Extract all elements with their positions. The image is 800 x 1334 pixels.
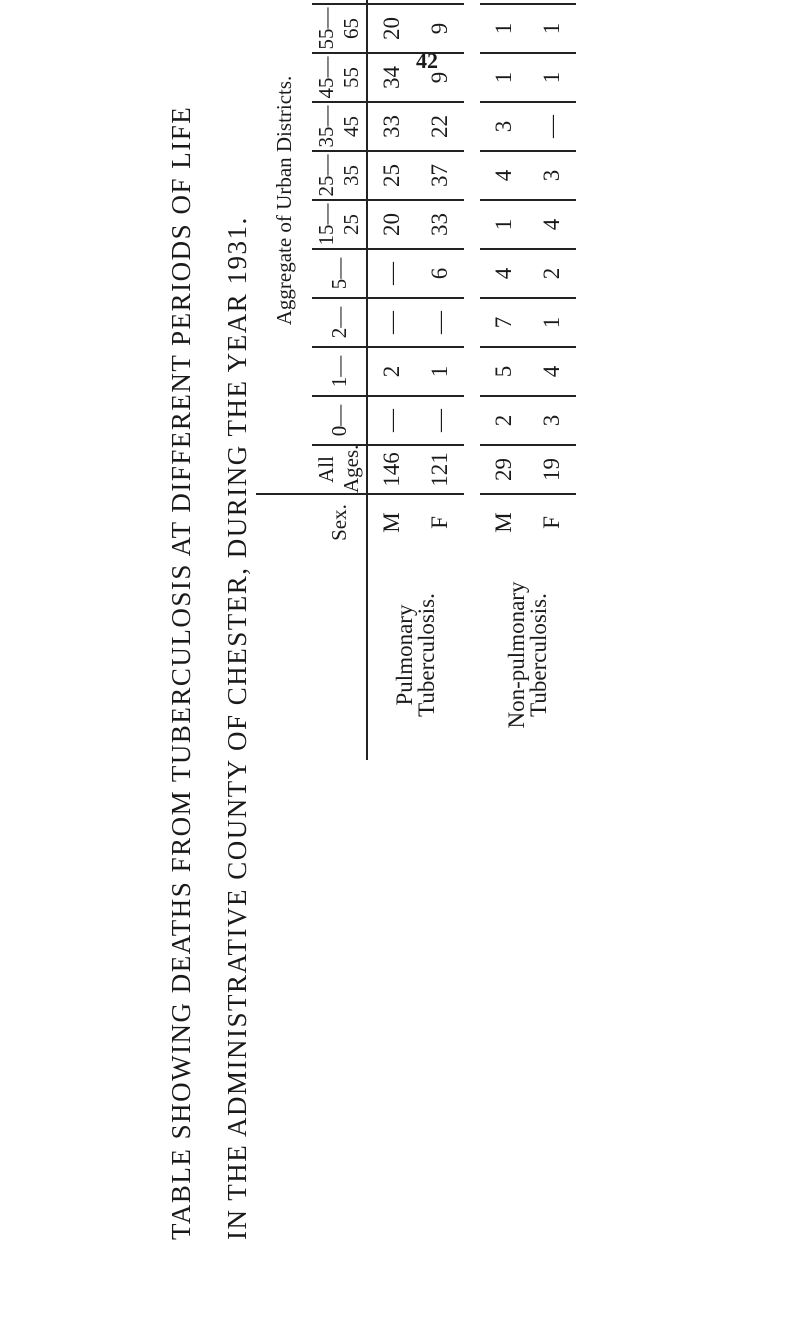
table-title-line-1: TABLE SHOWING DEATHS FROM TUBERCULOSIS AT DIFFERENT PERIODS OF LIFE: [166, 105, 196, 1240]
disease-header-blank: [256, 550, 312, 760]
urban-value-cell: 9: [416, 53, 464, 102]
disease-label: Non-pulmonary Tuberculosis.: [504, 581, 551, 729]
urban-value-cell: 3: [480, 102, 528, 151]
sex-header-blank: [256, 494, 312, 550]
urban-value-cell: 9: [416, 4, 464, 53]
table-row: [480, 0, 528, 760]
urban-value-cell: 1: [480, 200, 528, 249]
urban-value-cell: 4: [480, 151, 528, 200]
urban-value-cell: 22: [416, 102, 464, 151]
urban-age-header: 1—: [312, 347, 367, 396]
urban-value-cell: 19: [528, 445, 576, 494]
urban-value-cell: 4: [528, 347, 576, 396]
urban-value-cell: 34: [367, 53, 416, 102]
urban-value-cell: 5: [480, 347, 528, 396]
sex-header: Sex.: [312, 494, 367, 550]
urban-age-header: 45—55: [312, 53, 367, 102]
urban-value-cell: [367, 0, 416, 4]
urban-value-cell: 121: [416, 445, 464, 494]
urban-value-cell: 1: [528, 4, 576, 53]
urban-value-cell: 4: [480, 249, 528, 298]
urban-value-cell: —: [528, 102, 576, 151]
urban-value-cell: 2: [367, 347, 416, 396]
urban-value-cell: —: [416, 396, 464, 445]
page-number: 42: [416, 48, 438, 73]
sex-cell: M: [379, 512, 404, 533]
urban-age-header: 35—45: [312, 102, 367, 151]
urban-age-header: 5—: [312, 249, 367, 298]
urban-value-cell: [416, 0, 464, 4]
urban-value-cell: 33: [416, 200, 464, 249]
urban-value-cell: 2: [528, 249, 576, 298]
urban-age-header: [312, 0, 367, 4]
urban-value-cell: 20: [367, 200, 416, 249]
urban-age-header: 15—25: [312, 200, 367, 249]
tuberculosis-deaths-table: [256, 0, 576, 760]
urban-value-cell: 4: [528, 200, 576, 249]
urban-value-cell: 3: [528, 396, 576, 445]
urban-value-cell: 1: [528, 298, 576, 347]
urban-age-header: 25—35: [312, 151, 367, 200]
urban-age-header: 2—: [312, 298, 367, 347]
urban-value-cell: 146: [367, 445, 416, 494]
disease-label: Pulmonary Tuberculosis.: [392, 593, 439, 717]
sex-cell: M: [491, 512, 516, 533]
urban-value-cell: 1: [480, 53, 528, 102]
table-row: [367, 0, 416, 760]
urban-value-cell: 37: [416, 151, 464, 200]
urban-value-cell: [528, 0, 576, 4]
urban-value-cell: 6: [416, 249, 464, 298]
urban-value-cell: —: [416, 298, 464, 347]
urban-value-cell: —: [367, 249, 416, 298]
tuberculosis-table-rotated: [256, 7, 800, 760]
urban-value-cell: 20: [367, 4, 416, 53]
urban-value-cell: —: [367, 298, 416, 347]
urban-value-cell: 25: [367, 151, 416, 200]
urban-value-cell: 2: [480, 396, 528, 445]
urban-value-cell: 1: [528, 53, 576, 102]
urban-group-header: Aggregate of Urban Districts.: [256, 0, 312, 494]
table-title-line-2: IN THE ADMINISTRATIVE COUNTY OF CHESTER, DURING THE YEAR 1931.: [222, 216, 252, 1240]
urban-value-cell: [480, 0, 528, 4]
sex-cell: F: [539, 516, 564, 529]
urban-value-cell: 33: [367, 102, 416, 151]
disease-subheader-blank: [312, 550, 367, 760]
urban-value-cell: —: [367, 396, 416, 445]
urban-value-cell: 1: [480, 4, 528, 53]
urban-value-cell: 3: [528, 151, 576, 200]
urban-value-cell: 7: [480, 298, 528, 347]
urban-age-header: All Ages.: [312, 445, 367, 494]
urban-age-header: 0—: [312, 396, 367, 445]
sex-cell: F: [427, 516, 452, 529]
urban-age-header: 55—65: [312, 4, 367, 53]
urban-value-cell: 1: [416, 347, 464, 396]
urban-value-cell: 29: [480, 445, 528, 494]
